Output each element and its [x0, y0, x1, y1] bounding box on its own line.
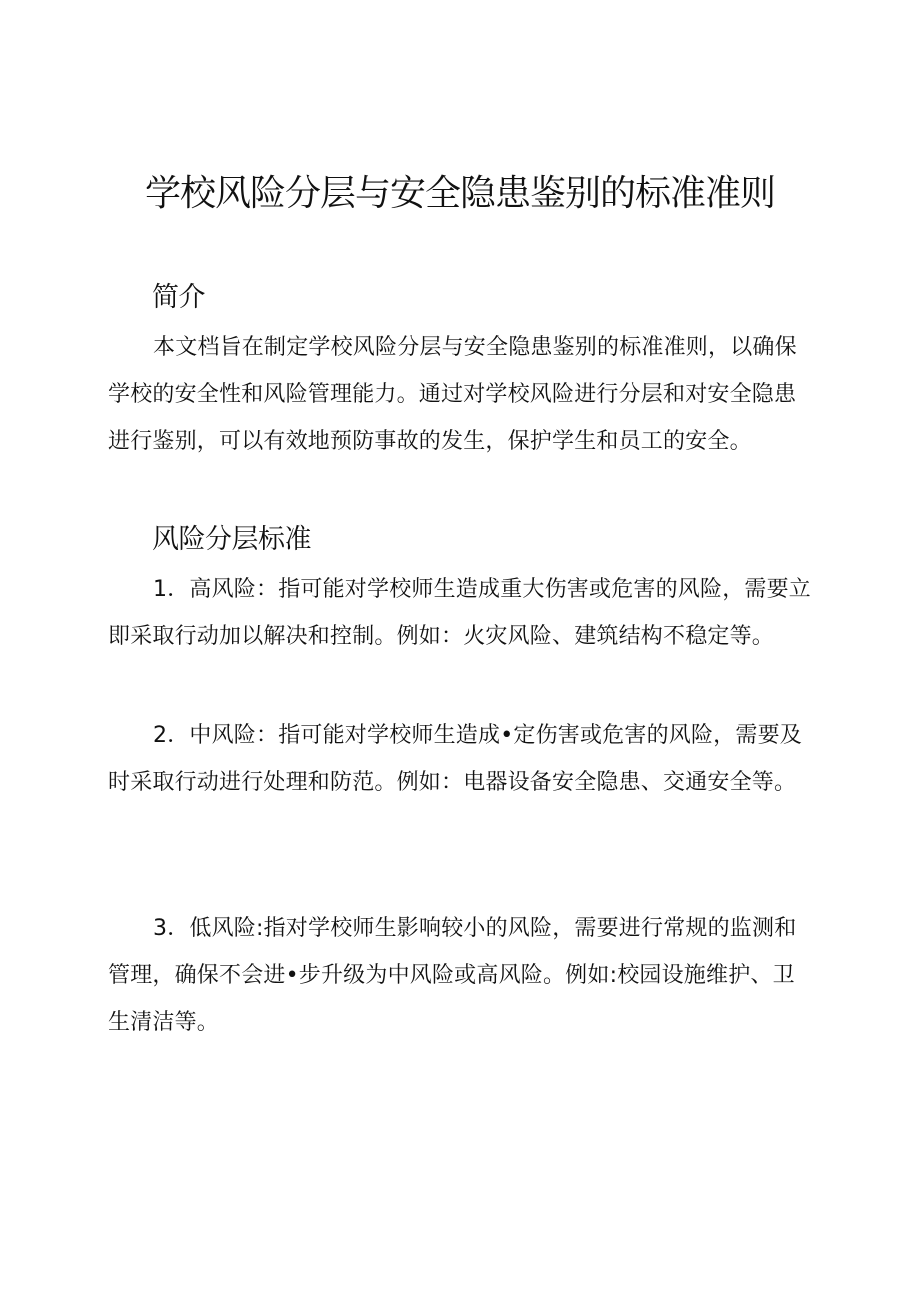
document-title: 学校风险分层与安全隐患鉴别的标准准则: [144, 173, 775, 214]
risk-level-high-paragraph: 1．高风险：指可能对学校师生造成重大伤害或危害的风险，需要立即采取行动加以解决和控制。例如：火灾风险、建筑结构不稳定等。: [108, 577, 811, 649]
section-heading-risk-levels: 风险分层标准: [152, 524, 311, 555]
risk-level-medium-paragraph: 2．中风险：指可能对学校师生造成•定伤害或危害的风险，需要及时采取行动进行处理和防范。例如：电器设备安全隐患、交通安全等。: [108, 723, 802, 795]
risk-level-low-paragraph: 3．低风险:指对学校师生影响较小的风险，需要进行常规的监测和管理，确保不会进•步升级为中风险或高风险。例如:校园设施维护、卫生清洁等。: [108, 916, 797, 1035]
section-heading-intro: 简介: [152, 282, 205, 313]
intro-paragraph: 本文档旨在制定学校风险分层与安全隐患鉴别的标准准则，以确保学校的安全性和风险管理能力。通过对学校风险进行分层和对安全隐患进行鉴别，可以有效地预防事故的发生，保护学生和员工的安全。: [108, 335, 797, 454]
